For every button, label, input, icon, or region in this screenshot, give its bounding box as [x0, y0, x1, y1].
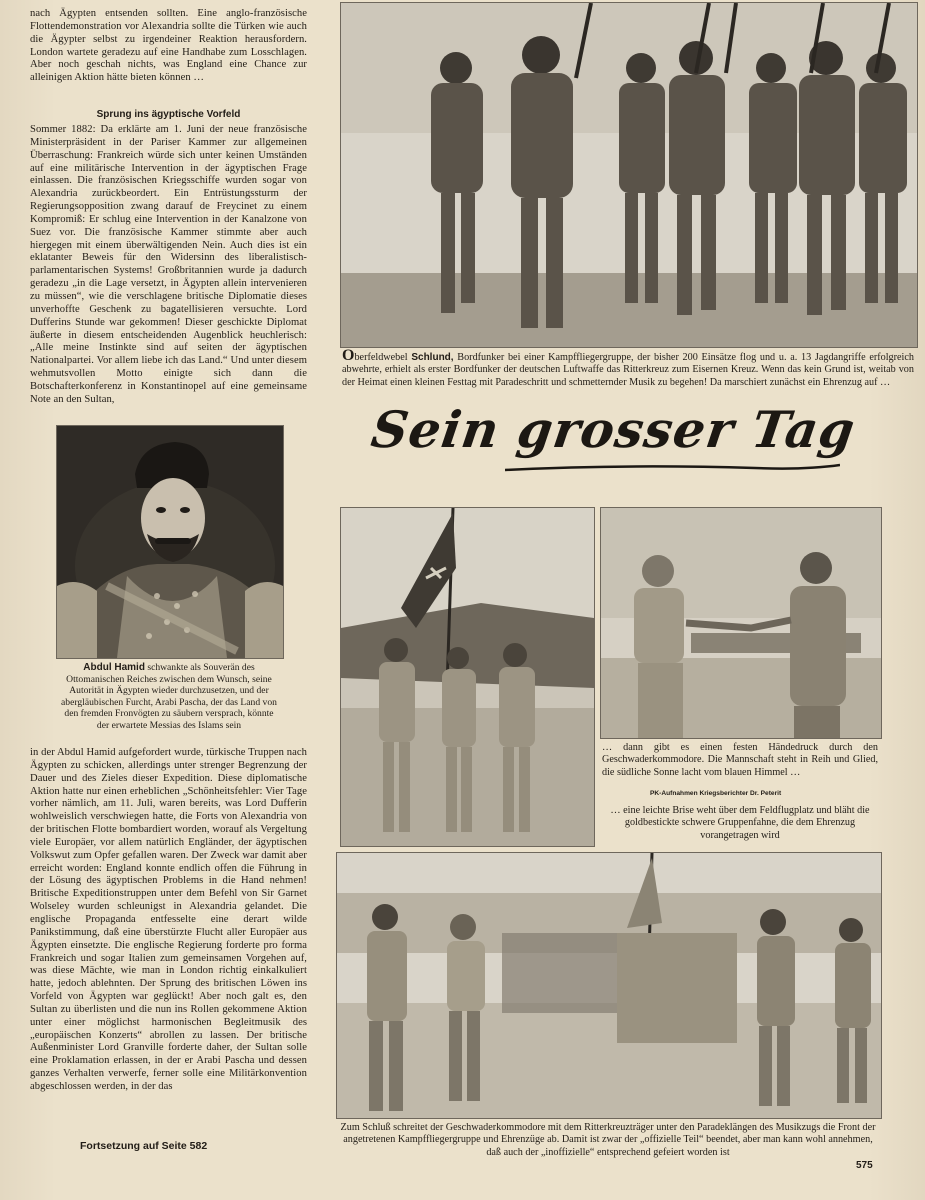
handshake-illustration [601, 508, 881, 738]
marching-soldiers-photo [340, 2, 918, 348]
flag-caption: … eine leichte Brise weht über dem Feldflugplatz und bläht die goldbestickte schwere Gruppenfahne, die dem Ehrenzug vorangetragen wird [610, 805, 870, 841]
article-paragraph-top: nach Ägypten entsenden sollten. Eine anglo-französische Flottendemonstration vor Alexandria sollte die Türken wie auch die Ägypter selbst zu irgendeiner Reaktion herausfordern. London wartete geradezu auf eine Handhabe zum Losschlagen. Aber noch geschah nichts, was England eine Chance zur alleinigen Aktion hätte bieten können … [30, 8, 307, 84]
article-subheading: Sprung ins ägyptische Vorfeld [96, 109, 241, 120]
portrait-caption-name: Abdul Hamid [83, 662, 145, 673]
parade-review-illustration [337, 853, 881, 1118]
parade-caption: Zum Schluß schreitet der Geschwaderkommodore mit dem Ritterkreuzträger unter den Paradeklängen des Musikzugs die Front der angetretenen Kampffliegergruppe und Ehrenzüge ab. Damit ist zwar der „offizielle Teil“ beendet, aber man kann wohl annehmen, daß auch der „inoffizielle“ entsprechend gefeiert worden ist [340, 1122, 876, 1158]
headline-swash [505, 462, 840, 474]
continuation-note: Fortsetzung auf Seite 582 [80, 1140, 208, 1152]
flag-bearer-photo [340, 507, 595, 847]
portrait-photo-abdul-hamid [56, 425, 284, 659]
page-number: 575 [856, 1160, 873, 1171]
article-text-top [30, 8, 307, 85]
article-paragraph-bottom: in der Abdul Hamid aufgefordert wurde, türkische Truppen nach Ägypten zu schicken, allerdings unter strenger Begrenzung der Dauer und des Zieles dieser Expedition. Diese diplomatische Aktion hatte nur einen erheblichen „Schönheitsfehler: Vier Tage vorher nämlich, am 11. Juli, waren bereits, was Lord Dufferin wohlweislich verschwiegen hatte, die Forts von Alexandria von der britischen Flotte bombardiert worden, worauf als Vergeltung viele Europäer, vor allem natürlich Engländer, der ägyptischen Volkswut zum Opfer gefallen waren. Der Zweck war damit aber erreicht worden: England konnte endlich offen die Führung in der Lösung des ägyptischen Problems in die Hand nehmen! Britische Expeditionstruppen unter dem Befehl von Sir Garnet Wolseley wurden schleunigst in Alexandria gelandet. Die englische Propaganda entfesselte eine derart wilde Panikstimmung, daß eine überstürzte Flucht aller Europäer aus Ägypten einsetzte. Die englische Regierung forderte pro forma Frankreich und sogar Italien zum gemeinsamen Vorgehen auf, was diese Mächte, wie man in London richtig einkalkuliert hatte, jedoch ablehnten. Der Sprung des britischen Löwen ins Vorfeld von Ägypten war geglückt! Aber noch galt es, den Sultan zu überlisten und die nun ins Rollen gekommene Aktion unter einer möglichst harmonischen Begleitmusik des „europäischen Konzerts“ abrollen zu lassen. Der britische Außenminister Lord Granville forderte daher, der Sultan solle eine Proklamation erlassen, in der er Arabi Pascha und dessen ganzes Verhalten verwerfe, ferner solle eine Militärkonvention abgeschlossen werden, in der das [30, 747, 307, 1092]
headline: Sein grosser Tag [367, 400, 860, 459]
marching-soldiers-caption [342, 347, 915, 389]
handshake-photo [600, 507, 882, 739]
parade-review-photo [336, 852, 882, 1119]
caption-name: Schlund, [411, 352, 454, 363]
handshake-caption: … dann gibt es einen festen Händedruck durch den Geschwaderkommodore. Die Mannschaft steht in Reih und Glied, die südliche Sonne lacht vom blauen Himmel … [602, 742, 878, 778]
article-text-bottom [30, 747, 307, 1094]
portrait-caption-text: schwankte als Souverän des Ottomanischen Reiches zwischen dem Wunsch, seine Autorität in Ägypten wieder durchzusetzen, und der abergläubischen Furcht, Arabi Pascha, der das Land von den fremden Fronvögten zu säubern versprach, könnte der erwartete Messias des Islams sein [61, 662, 277, 731]
article-paragraph-middle: Sommer 1882: Da erklärte am 1. Juni der neue französische Ministerpräsident in der Pariser Kammer zur allgemeinen Überraschung: Frankreich würde sich unter keinen Umständen auf eine militärische Intervention in der ägyptischen Frage einlassen. Die französischen Kriegsschiffe wurden sogar von Alexandria zurückbeordert. Ein Entrüstungssturm der Regierungsopposition zwang darauf de Freycinet zu einem Kompromiß: Er schlug eine Intervention in der Kanalzone von Suez vor. Die französische Kammer stimmte aber auch hiergegen mit einem überwältigenden Nein. Auch dies ist ein eklatanter Beweis für den Widersinn des liberalistisch-parlamentarischen Systems! Großbritannien wurde ja dadurch geradezu „in die Lage versetzt, in Ägypten allein intervenieren zu müssen“, wie die verschlagene britische Diplomatie dieses unverhoffte Geschenk zu bagatellisieren versuchte. Lord Dufferins Stunde war gekommen! Dieser geschickte Diplomat äußerte in diesem entscheidenden Augenblick heuchlerisch: „Alle meine Instinkte sind auf seiten der ägyptischen Nationalpartei. Vor allem liebe ich das Land.“ Und unter diesem wehmutsvollen Motto einigte sich dann die Botschafterkonferenz in Konstantinopel auf eine gemeinsame Note an den Sultan, [30, 124, 307, 405]
photo-credit: PK-Aufnahmen Kriegsberichter Dr. Peterit [650, 790, 782, 797]
flag-bearer-illustration [341, 508, 594, 846]
portrait-illustration [57, 426, 283, 658]
portrait-caption [58, 662, 280, 732]
caption-body: Bordfunker bei einer Kampffliegergruppe, der bisher 200 Einsätze flog und u. a. 13 Jagdangriffe erfolgreich abwehrte, erhielt als erster Bordfunker der deutschen Luftwaffe das Ritterkreuz zum Eisernen Kreuz. Wenn das kein Grund ist, weitab von der Heimat einen kleinen Festtag mit Paradeschritt und schmetternder Musik zu begehen! Da marschiert zunächst ein Ehrenzug auf … [342, 352, 915, 388]
caption-lead: berfeldwebel [354, 352, 412, 363]
marching-soldiers-illustration [341, 3, 917, 347]
caption-initial: O [342, 347, 355, 364]
article-text-middle [30, 124, 307, 407]
